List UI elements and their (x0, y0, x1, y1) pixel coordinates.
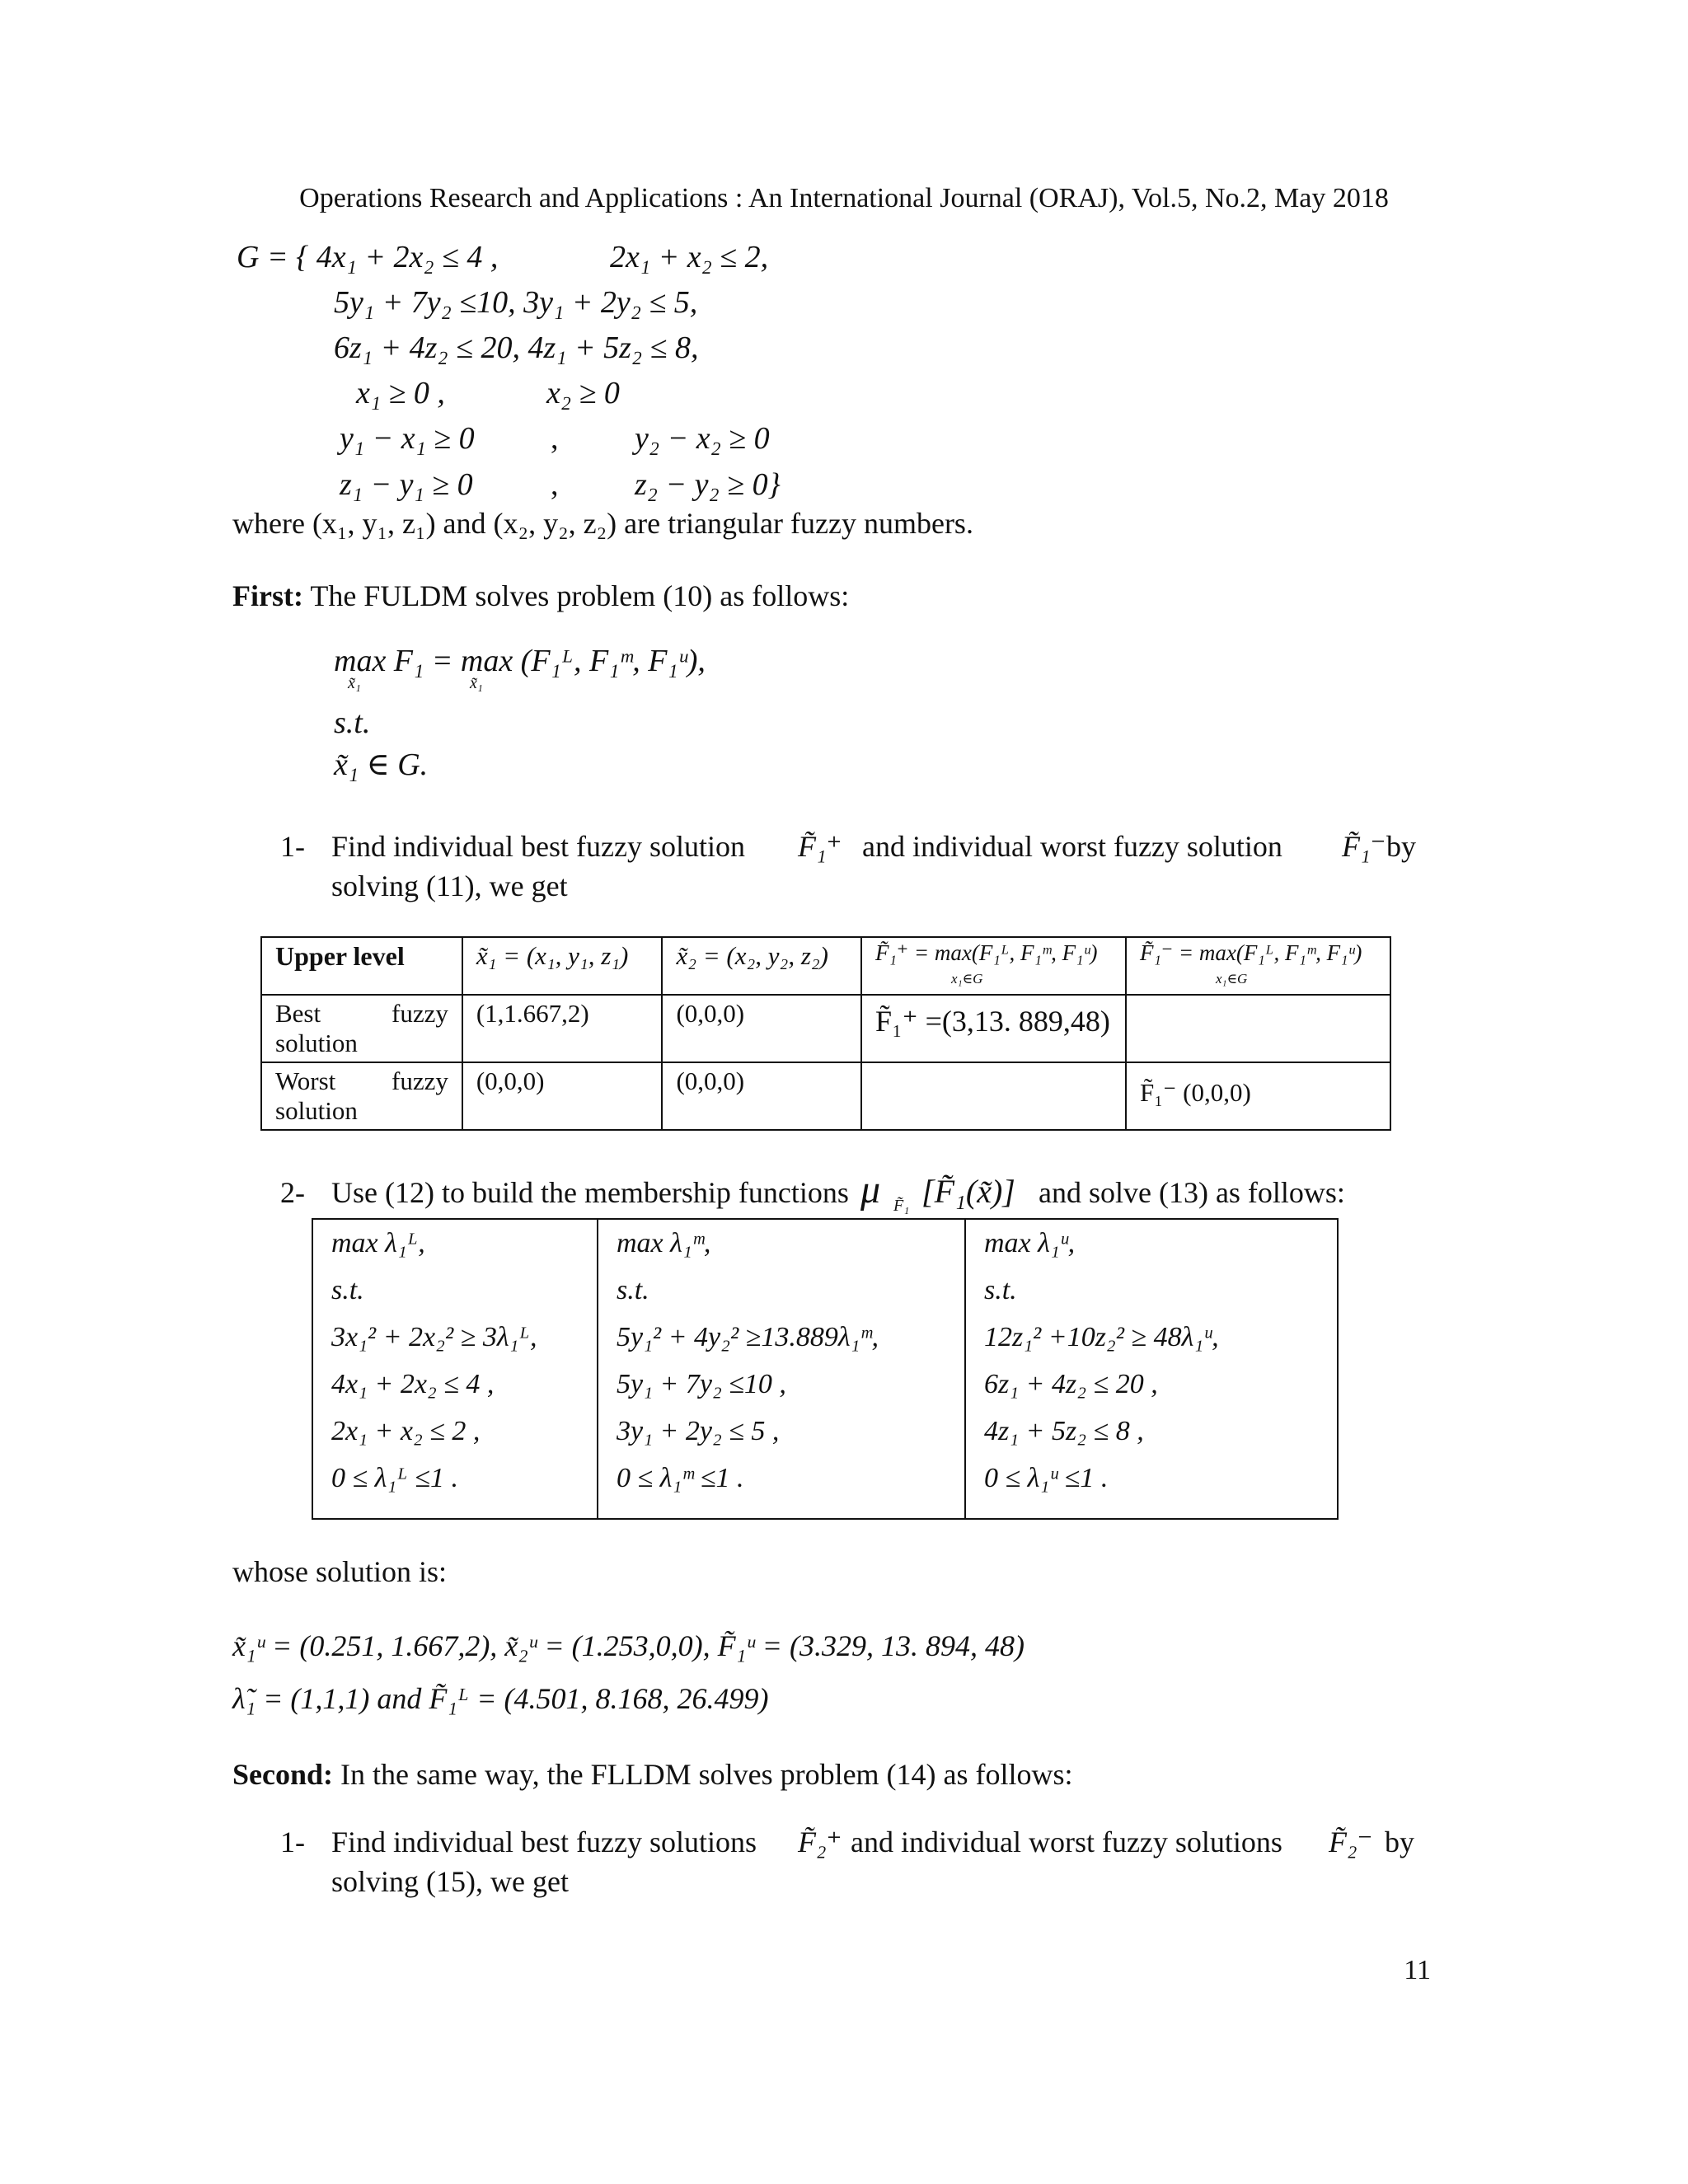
first-max-line: max F₁ = max (F₁ᴸ, F₁ᵐ, F₁ᵘ), (334, 644, 706, 678)
upper-line-5: 4z₁ + 5z₂ ≤ 8 , (984, 1416, 1144, 1446)
set-g-line-6a: z₁ − y₁ ≥ 0 (340, 467, 473, 502)
step2-text-a: Use (12) to build the membership functions (331, 1176, 849, 1209)
table-row-best-fminus (1126, 995, 1390, 1062)
solution-line-1: x̃₁ᵘ = (0.251, 1.667,2), x̃₂ᵘ = (1.253,0,0), F̃₁ᵘ = (3.329, 13. 894, 48) (232, 1629, 1025, 1662)
step1-best-symbol: F̃₁⁺ (798, 830, 842, 863)
table-header-fminus-text: F̃₁⁻ = max(F₁ᴸ, F₁ᵐ, F₁ᵘ) (1140, 940, 1362, 965)
best-label-c: solution (275, 1029, 358, 1057)
first-paragraph (232, 579, 849, 613)
membership-col-upper (965, 1219, 1338, 1519)
middle-line-4: 5y₁ + 7y₂ ≤10 , (617, 1369, 786, 1399)
upper-line-2: s.t. (984, 1275, 1017, 1305)
lower-line-1: max λ₁ᴸ, (331, 1228, 425, 1258)
step1-text-a: Find individual best fuzzy solution (331, 830, 745, 863)
best-label-a: Best (275, 999, 321, 1028)
middle-line-5: 3y₁ + 2y₂ ≤ 5 , (617, 1416, 780, 1446)
set-g-line-1b: 2x₁ + x₂ ≤ 2, (610, 240, 769, 274)
set-g-line-5b: y₂ − x₂ ≥ 0 (635, 421, 770, 456)
table-row (312, 1219, 1338, 1519)
worst-label-b: fuzzy (392, 1066, 448, 1095)
second-step1-text-c: by (1385, 1825, 1414, 1858)
table-row-worst-x1: (0,0,0) (462, 1062, 663, 1130)
middle-line-1: max λ₁ᵐ, (617, 1228, 711, 1258)
step2-text-b: and solve (13) as follows: (1039, 1176, 1345, 1209)
upper-line-1: max λ₁ᵘ, (984, 1228, 1076, 1258)
second-text: In the same way, the FLLDM solves problem (14) as follows: (340, 1758, 1073, 1791)
table-header-x1: x̃₁ = (x₁, y₁, z₁) (462, 937, 663, 995)
middle-line-3: 5y₁² + 4y₂² ≥13.889λ₁ᵐ, (617, 1322, 879, 1352)
set-g-line-6b: z₂ − y₂ ≥ 0} (635, 467, 781, 502)
lower-line-2: s.t. (331, 1275, 364, 1305)
table-header-fminus (1126, 937, 1390, 995)
second-step1-text-b: and individual worst fuzzy solutions (851, 1825, 1282, 1858)
upper-line-3: 12z₁² +10z₂² ≥ 48λ₁ᵘ, (984, 1322, 1219, 1352)
step1-line-2: solving (11), we get (331, 869, 568, 902)
table-row-best-label (261, 995, 462, 1062)
first-text: The FULDM solves problem (10) as follows: (310, 579, 850, 612)
first-member-line: x̃₁ ∈ G. (334, 748, 429, 782)
set-g-line-5-comma: , (551, 421, 559, 456)
table-row-worst-fminus: F̃₁⁻ (0,0,0) (1126, 1062, 1390, 1130)
set-g-line-1a: G = { 4x₁ + 2x₂ ≤ 4 , (237, 240, 499, 274)
lower-line-4: 4x₁ + 2x₂ ≤ 4 , (331, 1369, 495, 1399)
membership-table (312, 1218, 1339, 1520)
table-row-worst-label (261, 1062, 462, 1130)
table-header-row (261, 937, 1390, 995)
table-row (261, 995, 1390, 1062)
table-row-best-x1: (1,1.667,2) (462, 995, 663, 1062)
step1-worst-symbol: F̃₁⁻ (1342, 830, 1386, 863)
set-g-line-2: 5y₁ + 7y₂ ≤10, 3y₁ + 2y₂ ≤ 5, (334, 285, 698, 320)
worst-label-a: Worst (275, 1066, 336, 1095)
step1-text-b: and individual worst fuzzy solution (862, 830, 1282, 863)
table-row-best-x2: (0,0,0) (662, 995, 861, 1062)
first-max-sub-1: x̃₁ (348, 674, 361, 692)
set-g-line-6-comma: , (551, 467, 559, 502)
table-header-fminus-sub: x₁∈G (1216, 971, 1248, 987)
running-header: Operations Research and Applications : An International Journal (ORAJ), Vol.5, No.2, May 2018 (299, 183, 1389, 213)
second-step1-worst-symbol: F̃₂⁻ (1329, 1825, 1373, 1858)
table-row (261, 1062, 1390, 1130)
second-label: Second: (232, 1758, 334, 1791)
set-g-line-3: 6z₁ + 4z₂ ≤ 20, 4z₁ + 5z₂ ≤ 8, (334, 330, 699, 365)
table-row-best-fplus: F̃₁⁺ =(3,13. 889,48) (861, 995, 1126, 1062)
table-header-fplus-text: F̃₁⁺ = max(F₁ᴸ, F₁ᵐ, F₁ᵘ) (875, 940, 1098, 965)
step1-number: 1- (280, 830, 305, 863)
where-line: where (x₁, y₁, z₁) and (x₂, y₂, z₂) are triangular fuzzy numbers. (232, 507, 973, 540)
page-number: 11 (1404, 1955, 1431, 1985)
first-st: s.t. (334, 705, 371, 740)
step2-number: 2- (280, 1176, 305, 1209)
second-step1-text-a: Find individual best fuzzy solutions (331, 1825, 757, 1858)
upper-line-4: 6z₁ + 4z₂ ≤ 20 , (984, 1369, 1158, 1399)
step2-mu-subscript: F̃₁ (893, 1197, 910, 1215)
upper-line-6: 0 ≤ λ₁ᵘ ≤1 . (984, 1463, 1109, 1493)
table-row-worst-x2: (0,0,0) (662, 1062, 861, 1130)
best-label-b: fuzzy (392, 999, 448, 1028)
middle-line-2: s.t. (617, 1275, 649, 1305)
worst-label-c: solution (275, 1096, 358, 1125)
set-g-line-4a: x₁ ≥ 0 , (356, 376, 445, 410)
table-row-worst-fplus (861, 1062, 1126, 1130)
table-header-upper-level: Upper level (261, 937, 462, 995)
table-header-fplus (861, 937, 1126, 995)
first-max-sub-2: x̃₁ (470, 674, 483, 692)
step1-text-c: by (1386, 830, 1416, 863)
first-label: First: (232, 579, 303, 612)
second-step1-number: 1- (280, 1825, 305, 1858)
upper-level-table (260, 936, 1391, 1131)
second-paragraph (232, 1757, 1073, 1792)
lower-line-5: 2x₁ + x₂ ≤ 2 , (331, 1416, 481, 1446)
step2-mu-symbol: μ (860, 1168, 881, 1212)
membership-col-middle (598, 1219, 965, 1519)
lower-line-6: 0 ≤ λ₁ᴸ ≤1 . (331, 1463, 458, 1493)
lower-line-3: 3x₁² + 2x₂² ≥ 3λ₁ᴸ, (331, 1322, 537, 1352)
set-g-line-5a: y₁ − x₁ ≥ 0 (340, 421, 475, 456)
table-header-x2: x̃₂ = (x₂, y₂, z₂) (662, 937, 861, 995)
membership-col-lower (312, 1219, 598, 1519)
second-step1-best-symbol: F̃₂⁺ (798, 1825, 842, 1858)
solution-intro: whose solution is: (232, 1555, 448, 1588)
set-g-line-4b: x₂ ≥ 0 (546, 376, 620, 410)
second-step1-line-2: solving (15), we get (331, 1865, 569, 1898)
table-header-fplus-sub: x₁∈G (951, 971, 983, 987)
solution-line-2: λ̃₁ = (1,1,1) and F̃₁ᴸ = (4.501, 8.168, 26.499) (232, 1682, 769, 1715)
step2-argument: [F̃₁(x̃)] (921, 1173, 1015, 1210)
middle-line-6: 0 ≤ λ₁ᵐ ≤1 . (617, 1463, 744, 1493)
